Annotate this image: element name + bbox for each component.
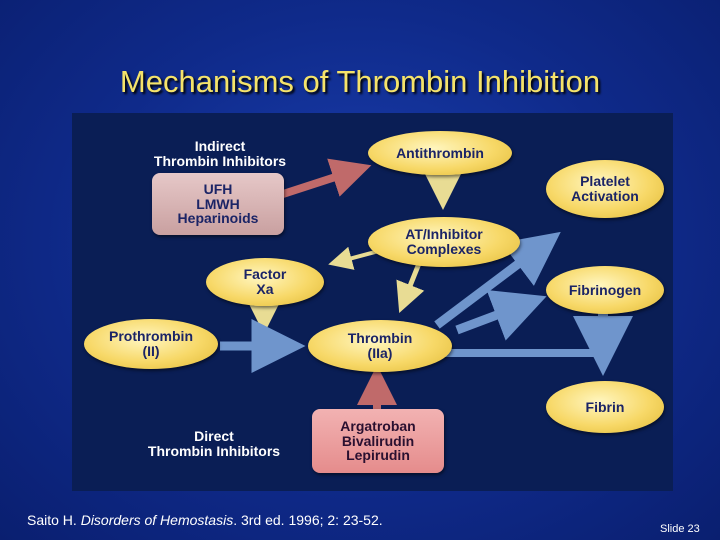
diagram-panel xyxy=(72,113,673,491)
at-complexes-node: AT/Inhibitor Complexes xyxy=(368,217,520,267)
platelet-activation-node: Platelet Activation xyxy=(546,160,664,218)
direct-inhibitors-label: Direct Thrombin Inhibitors xyxy=(147,428,281,459)
thrombin-node: Thrombin (IIa) xyxy=(308,320,452,372)
arrow-thrombin-to-fibrin xyxy=(434,353,603,365)
indirect-inhibitors-label: Indirect Thrombin Inhibitors xyxy=(153,138,287,169)
indirect-inhibitors-box: UFH LMWH Heparinoids xyxy=(152,173,284,235)
citation-author: Saito H. xyxy=(27,512,81,528)
prothrombin-node: Prothrombin (II) xyxy=(84,319,218,369)
citation-work: Disorders of Hemostasis xyxy=(80,512,234,528)
slide-title: Mechanisms of Thrombin Inhibition xyxy=(119,64,601,99)
fibrinogen-node: Fibrinogen xyxy=(546,266,664,314)
citation xyxy=(27,512,383,528)
fibrin-node: Fibrin xyxy=(546,381,664,433)
direct-inhibitors-box: Argatroban Bivalirudin Lepirudin xyxy=(312,409,444,473)
slide-number: Slide 23 xyxy=(660,523,700,535)
antithrombin-node: Antithrombin xyxy=(368,131,512,175)
factor-xa-node: Factor Xa xyxy=(206,258,324,306)
citation-rest: . 3rd ed. 1996; 2: 23-52. xyxy=(233,512,383,528)
